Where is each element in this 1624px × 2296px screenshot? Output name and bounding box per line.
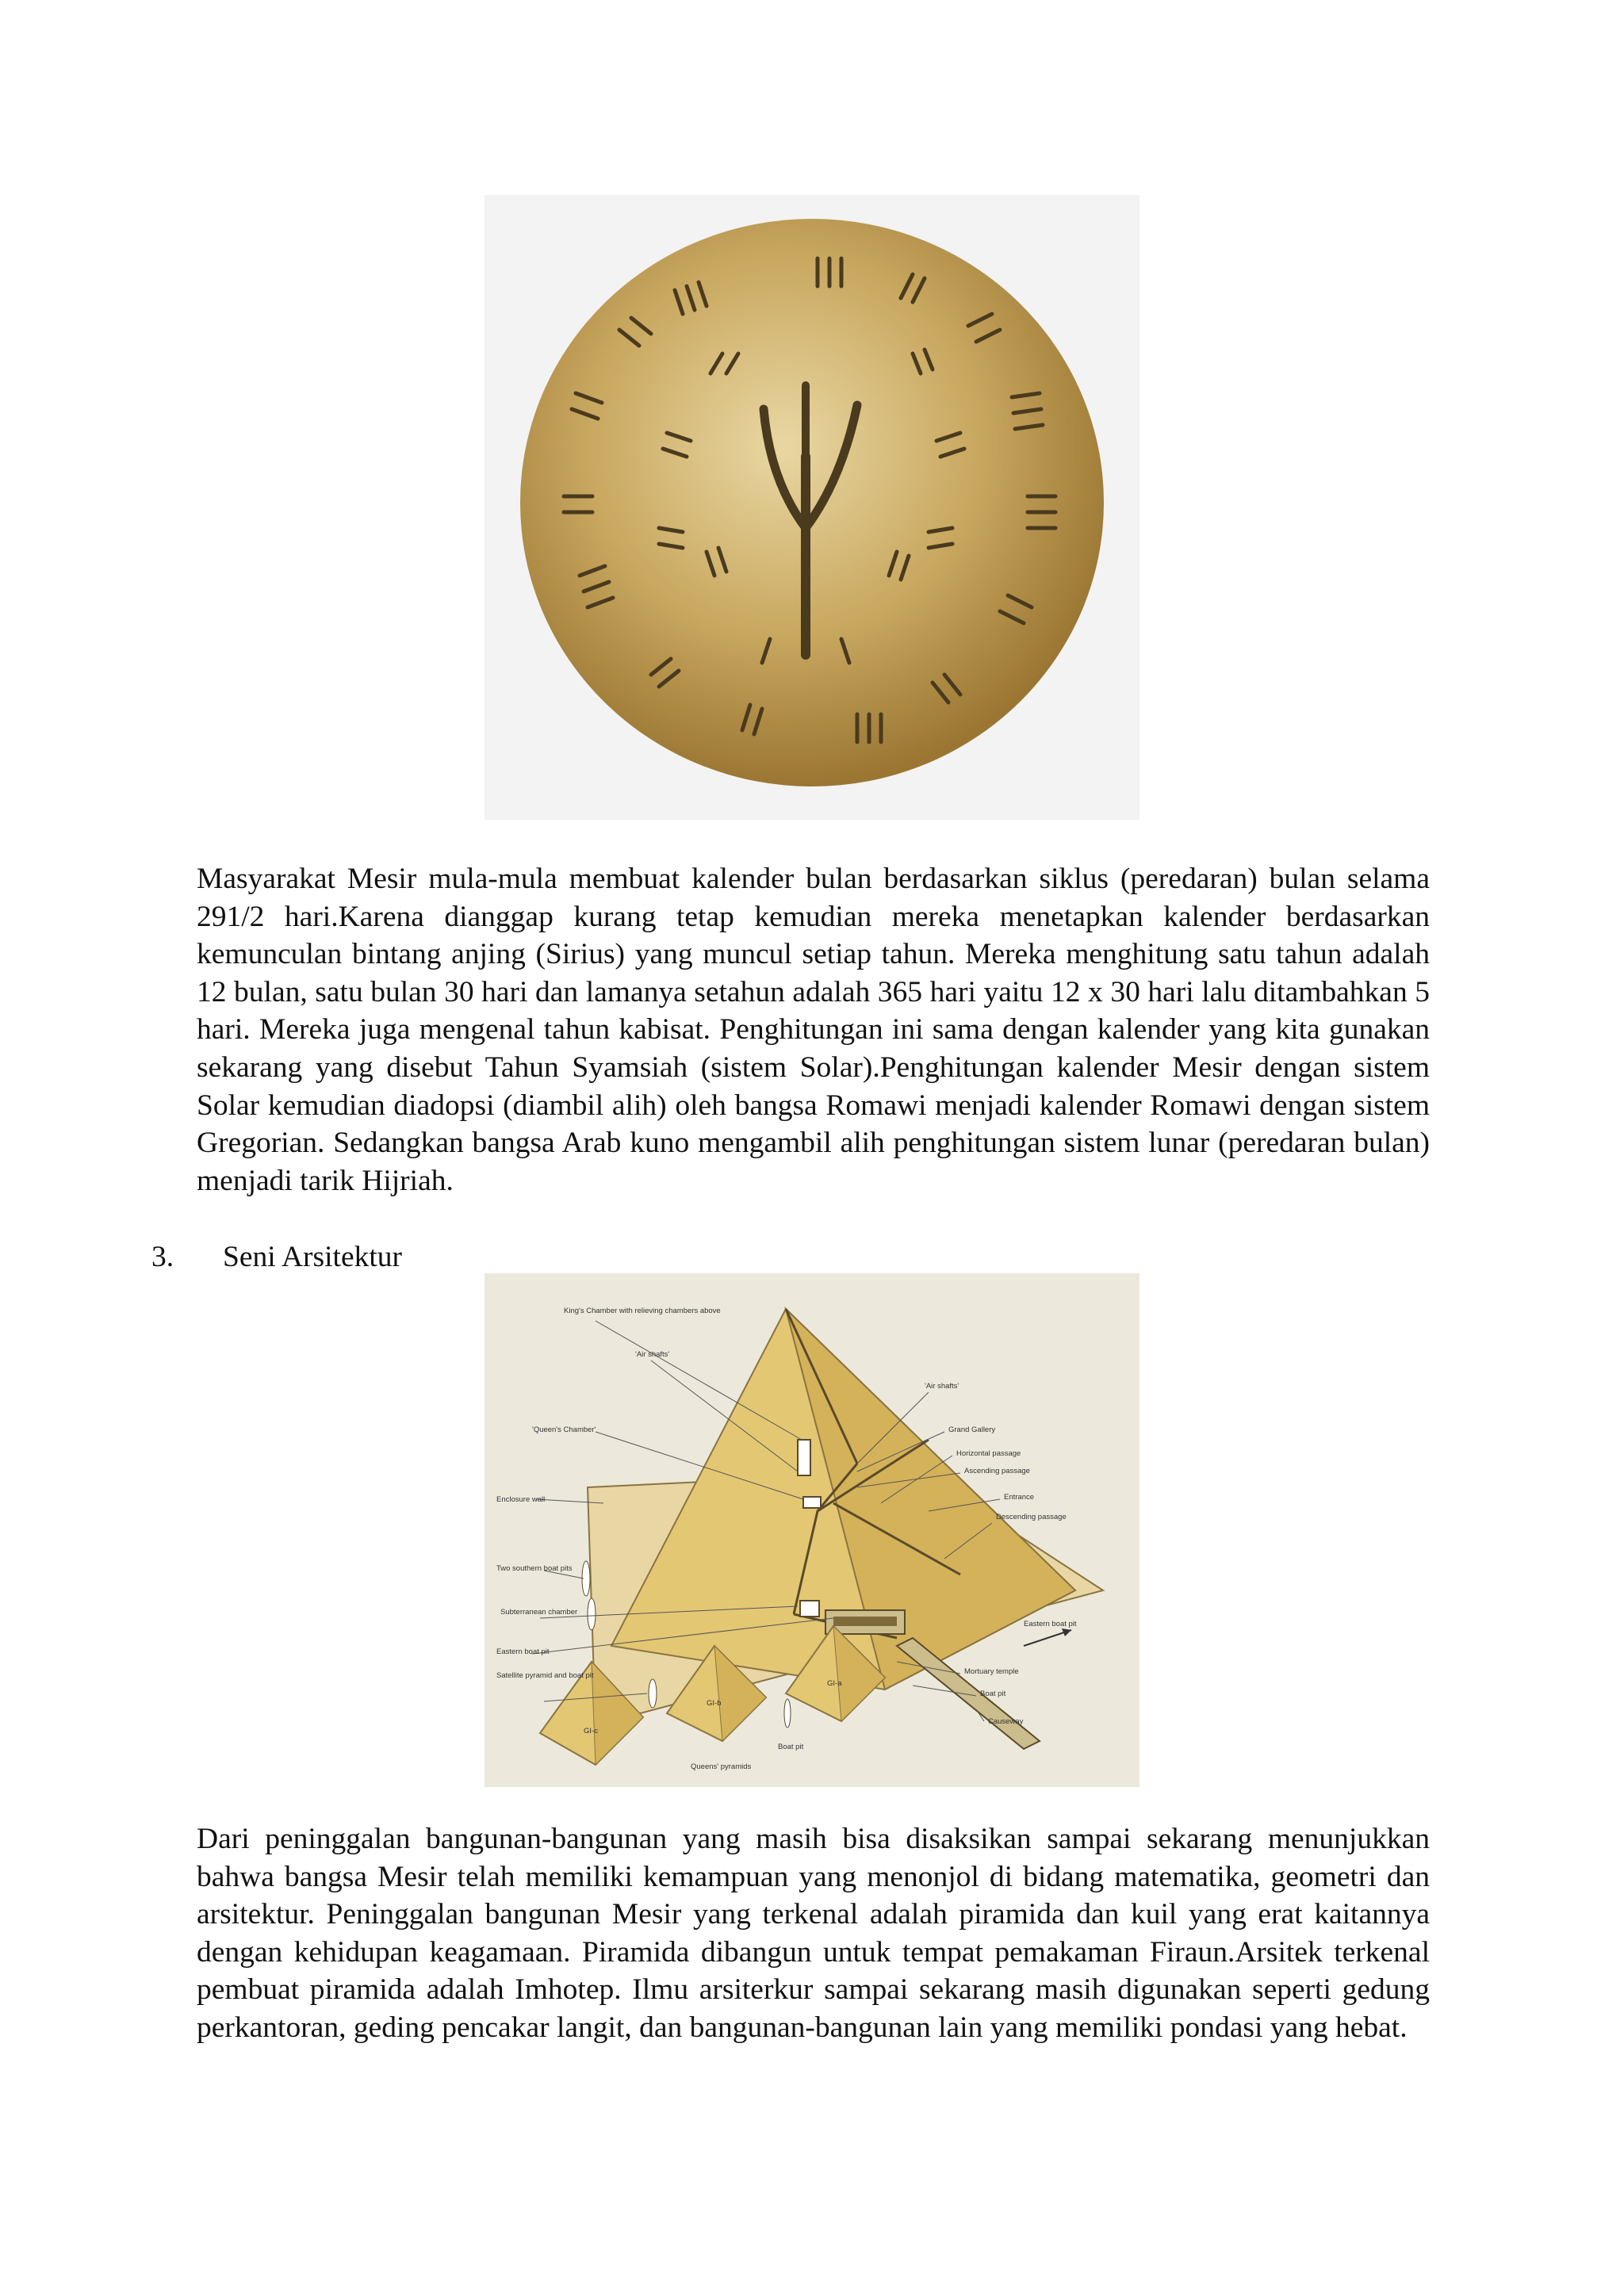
southern-boat-pit-2	[588, 1598, 596, 1630]
label-gi-b: GI-b	[707, 1699, 722, 1708]
label-two-southern-boat-pits: Two southern boat pits	[496, 1564, 573, 1573]
subterranean-chamber-box	[800, 1601, 819, 1617]
label-horizontal-passage: Horizontal passage	[956, 1449, 1021, 1458]
label-enclosure-wall: Enclosure wall	[496, 1495, 546, 1504]
label-subterranean-chamber: Subterranean chamber	[500, 1608, 578, 1617]
label-eastern-boat-pit-right: Eastern boat pit	[1024, 1620, 1077, 1628]
calendar-paragraph: Masyarakat Mesir mula-mula membuat kalender bulan berdasarkan siklus (peredaran) bulan selama 291/2 hari.Karena dianggap kurang tetap kemudian mereka menetapkan kalender berdasarkan kemunculan bintang anjing (Sirius) yang muncul setiap tahun. Mereka menghitung satu tahun adalah 12 bulan, satu bulan 30 hari dan lamanya setahun adalah 365 hari yaitu 12 x 30 hari lalu ditambahkan 5 hari. Mereka juga mengenal tahun kabisat. Penghitungan ini sama dengan kalender yang kita gunakan sekarang yang disebut Tahun Syamsiah (sistem Solar).Penghitungan kalender Mesir dengan sistem Solar kemudian diadopsi (diambil alih) oleh bangsa Romawi menjadi kalender Romawi dengan sistem Gregorian. Sedangkan bangsa Arab kuno mengambil alih penghitungan sistem lunar (peredaran bulan) menjadi tarik Hijriah.	[197, 863, 1430, 1197]
label-satellite-pyramid: Satellite pyramid and boat pit	[496, 1671, 594, 1680]
label-gi-c: GI-c	[584, 1727, 598, 1735]
label-queens-chamber: 'Queen's Chamber'	[532, 1425, 596, 1434]
label-causeway: Causeway	[988, 1717, 1024, 1726]
label-kings-chamber: King's Chamber with relieving chambers above	[564, 1307, 721, 1315]
queens-boat-pit	[784, 1699, 791, 1728]
causeway	[897, 1638, 1040, 1749]
label-mortuary-temple: Mortuary temple	[964, 1667, 1019, 1676]
calendar-disc-illustration	[485, 195, 1139, 820]
list-item-seni-arsitektur	[151, 1238, 402, 1276]
label-queens-pyramids: Queens' pyramids	[691, 1762, 752, 1771]
kings-chamber-box	[798, 1440, 810, 1475]
pyramid-diagram-image	[485, 1273, 1139, 1787]
disc-body	[520, 219, 1104, 786]
calendar-disc-image	[485, 195, 1139, 820]
label-ascending-passage: Ascending passage	[964, 1467, 1030, 1475]
label-gi-a: GI-a	[827, 1679, 842, 1688]
label-grand-gallery: Grand Gallery	[948, 1425, 996, 1434]
list-heading: Seni Arsitektur	[223, 1241, 403, 1273]
pyramid-cutaway-diagram	[485, 1273, 1139, 1787]
label-boat-pit-right: Boat pit	[980, 1689, 1006, 1698]
architecture-paragraph: Dari peninggalan bangunan-bangunan yang masih bisa disaksikan sampai sekarang menunjukkan bahwa bangsa Mesir telah memiliki kemampuan yang menonjol di bidang matematika, geometri dan arsitektur. Peninggalan bangunan Mesir yang terkenal adalah piramida dan kuil yang erat kaitannya dengan kehidupan keagamaan. Piramida dibangun untuk tempat pemakaman Firaun.Arsitek terkenal pembuat piramida adalah Imhotep. Ilmu arsiterkur sampai sekarang masih digunakan seperti gedung perkantoran, geding pencakar langit, dan bangunan-bangunan lain yang memiliki pondasi yang hebat.	[197, 1823, 1430, 2044]
mortuary-temple-columns	[833, 1617, 897, 1626]
label-air-shafts-left: 'Air shafts'	[635, 1350, 670, 1359]
label-descending-passage: Descending passage	[996, 1513, 1067, 1521]
satellite-boat-pit	[649, 1679, 657, 1708]
label-boat-pit-bottom: Boat pit	[778, 1743, 804, 1751]
label-entrance: Entrance	[1004, 1493, 1035, 1502]
label-air-shafts-right: 'Air shafts'	[925, 1382, 959, 1391]
label-eastern-boat-pit-left: Eastern boat pit	[496, 1647, 550, 1656]
list-number: 3.	[151, 1241, 174, 1273]
queens-chamber-box	[803, 1497, 821, 1508]
